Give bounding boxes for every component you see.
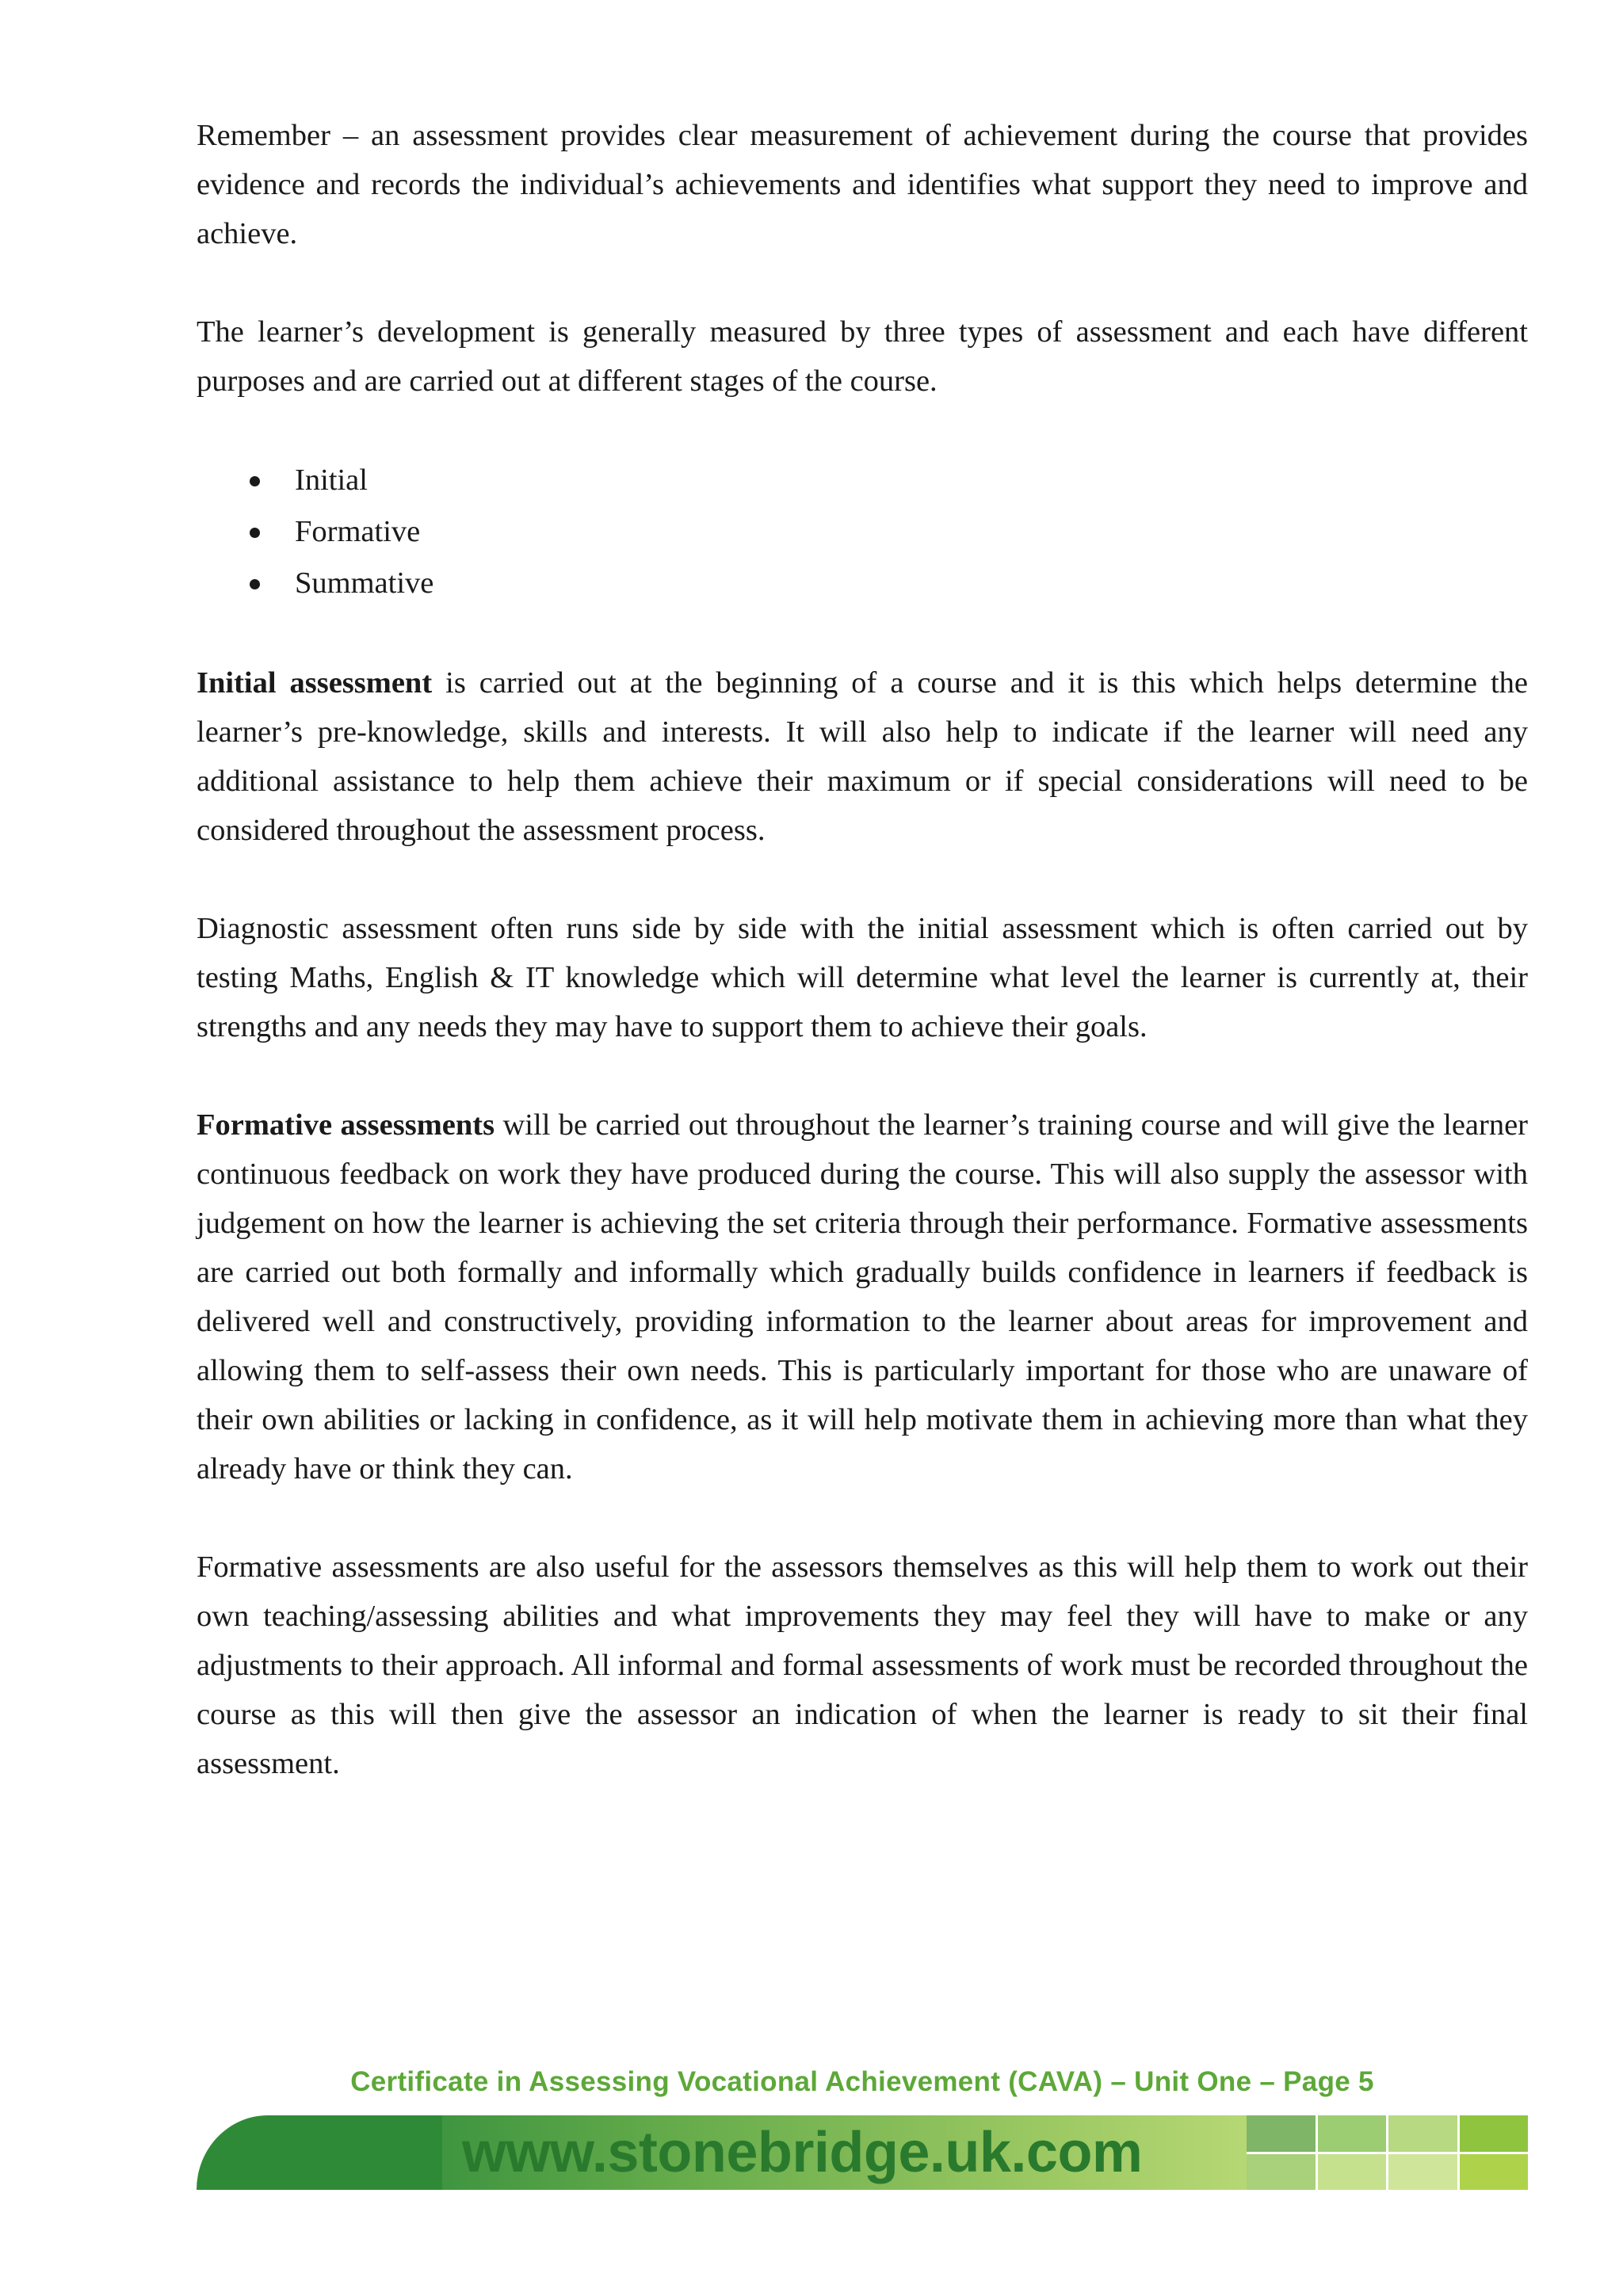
list-item xyxy=(197,558,1528,609)
list-item xyxy=(197,506,1528,558)
bullet-icon xyxy=(250,476,260,486)
assessment-types-list xyxy=(197,455,1528,609)
banner-tile xyxy=(1318,2154,1387,2191)
paragraph-initial-assessment-text: is carried out at the beginning of a course and it is this which helps determine the learner’s pre-knowledge, skills and interests. It will also help to indicate if the learner will need any additional assistance to help them achieve their maximum or if special considerations will need to be considered throughout the assessment process. xyxy=(197,666,1528,847)
paragraph-initial-assessment xyxy=(197,658,1528,855)
website-url[interactable]: www.stonebridge.uk.com xyxy=(462,2121,1143,2184)
banner-tile xyxy=(1460,2115,1529,2152)
bullet-icon xyxy=(250,528,260,538)
list-item-label: Summative xyxy=(295,566,434,600)
banner-tile xyxy=(1460,2154,1529,2191)
term-initial-assessment: Initial assessment xyxy=(197,666,433,700)
list-item-label: Formative xyxy=(295,515,421,548)
banner-tile xyxy=(1247,2154,1316,2191)
bullet-icon xyxy=(250,579,260,589)
banner-tile xyxy=(1388,2154,1457,2191)
banner-tiles-logo xyxy=(1247,2115,1528,2190)
paragraph-remember: Remember – an assessment provides clear measurement of achievement during the course that provides evidence and records the individual’s achievements and identifies what support they need to improve and achieve. xyxy=(197,119,1528,250)
footer-banner xyxy=(197,2115,1528,2190)
paragraph-formative-assessments-text: will be carried out throughout the learner’s training course and will give the learner continuous feedback on work they have produced during the course. This will also supply the assessor with judgement on how the learner is achieving the set criteria through their performance. Formative assessments are carried out both formally and informally which gradually builds confidence in learners if feedback is delivered well and constructively, providing information to the learner about areas for improvement and allowing them to self-assess their own needs. This is particularly important for those who are unaware of their own abilities or lacking in confidence, as it will help motivate them in achieving more than what they already have or think they can. xyxy=(197,1108,1528,1486)
paragraph-learner-development: The learner’s development is generally measured by three types of assessment and each have different purposes and are carried out at different stages of the course. xyxy=(197,315,1528,398)
footer-course-title: Certificate in Assessing Vocational Achievement (CAVA) – Unit One – Page 5 xyxy=(350,2066,1374,2097)
paragraph-formative-assessments xyxy=(197,1100,1528,1493)
banner-tile xyxy=(1388,2115,1457,2152)
banner-tile xyxy=(1318,2115,1387,2152)
paragraph-formative-assessors: Formative assessments are also useful for the assessors themselves as this will help them to work out their own teaching/assessing abilities and what improvements they may feel they will have to make or any adjustments to their approach. All informal and formal assessments of work must be recorded throughout the course as this will then give the assessor an indication of when the learner is ready to sit their final assessment. xyxy=(197,1550,1528,1780)
list-item xyxy=(197,455,1528,506)
paragraph-diagnostic-assessment: Diagnostic assessment often runs side by side with the initial assessment which is often carried out by testing Maths, English & IT knowledge which will determine what level the learner is currently at, their strengths and any needs they may have to support them to achieve their goals. xyxy=(197,912,1528,1043)
document-body xyxy=(197,111,1528,1788)
term-formative-assessments: Formative assessments xyxy=(197,1108,495,1142)
list-item-label: Initial xyxy=(295,463,368,497)
banner-tile xyxy=(1247,2115,1316,2152)
